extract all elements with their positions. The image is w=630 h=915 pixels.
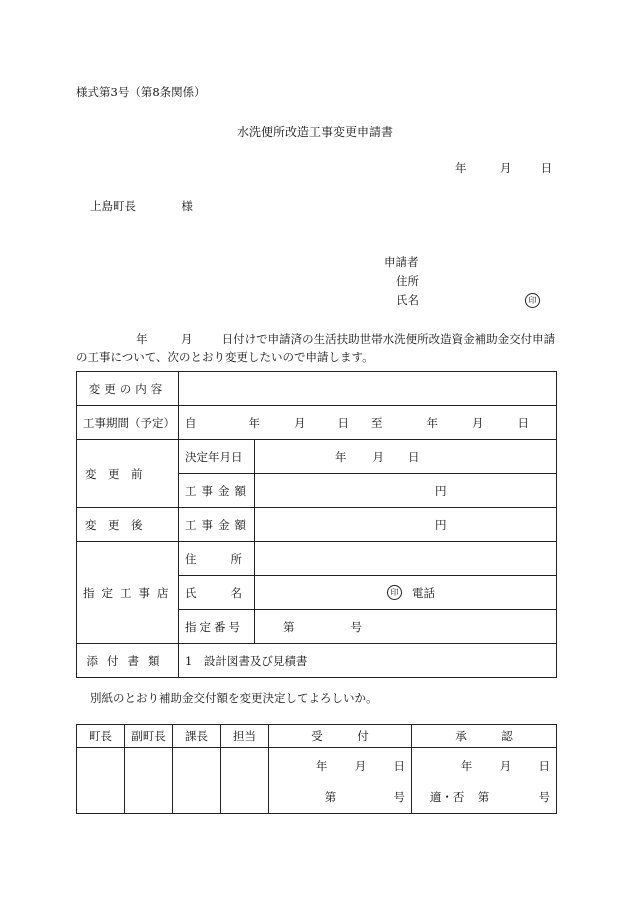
decision-year: 年 <box>335 449 347 464</box>
addressee-honorific: 様 <box>181 199 193 213</box>
reception-year: 年 <box>315 758 328 773</box>
body-line1 <box>136 331 555 347</box>
contractor-go: 号 <box>350 619 362 634</box>
contractor-number-label: 指定番号 <box>179 610 255 644</box>
page-title: 水洗便所改造工事変更申請書 <box>237 125 394 139</box>
contractor-name-value[interactable] <box>255 576 557 610</box>
before-amount-value[interactable] <box>255 474 557 508</box>
stamp-header-staff: 担当 <box>221 725 269 748</box>
body-line1-text: 日付けで申請済の生活扶助世帯水洗便所改造資金補助金交付申請 <box>221 332 556 346</box>
after-label <box>77 508 179 542</box>
reception-day: 日 <box>393 758 405 773</box>
change-table <box>76 371 557 678</box>
after-amount-label: 工事金額 <box>179 508 255 542</box>
contractor-label: 指定工事店 <box>77 542 179 644</box>
seal-icon: 印 <box>525 293 540 308</box>
applicant-name: 氏名 <box>396 293 419 307</box>
stamp-header-mayor: 町長 <box>77 725 125 748</box>
decision-month: 月 <box>372 449 384 464</box>
stamp-box-chief[interactable] <box>173 748 221 814</box>
approval-dai: 第 <box>477 789 490 804</box>
contractor-number-value[interactable] <box>255 610 557 644</box>
stamp-header-deputy: 副町長 <box>125 725 173 748</box>
decision-day: 日 <box>408 449 420 464</box>
applicant-address: 住所 <box>396 274 419 288</box>
period-to-year: 年 <box>426 415 438 430</box>
stamp-box-staff[interactable] <box>221 748 269 814</box>
approval-day: 日 <box>538 758 550 773</box>
period-value[interactable] <box>179 406 557 440</box>
approval-text: 別紙のとおり補助金交付額を変更決定してよろしいか。 <box>90 691 378 705</box>
form-number: 様式第3号（第8条関係） <box>76 85 206 99</box>
stamp-box-deputy[interactable] <box>125 748 173 814</box>
period-to: 至 <box>371 415 383 430</box>
contractor-seal-icon: 印 <box>387 585 402 600</box>
stamp-box-mayor[interactable] <box>77 748 125 814</box>
approval-year: 年 <box>460 758 473 773</box>
stamp-table <box>76 724 557 814</box>
addressee-name: 上島町長 <box>90 199 136 213</box>
reception-box[interactable] <box>269 748 412 814</box>
attachments-value[interactable]: 1 設計図書及び見積書 <box>179 644 557 678</box>
date-line <box>455 160 552 176</box>
contractor-name-label: 氏名 <box>179 576 255 610</box>
period-to-day: 日 <box>517 415 529 430</box>
after-amount-value[interactable] <box>255 508 557 542</box>
date-day: 日 <box>540 161 553 175</box>
approval-go: 号 <box>538 789 550 804</box>
date-year: 年 <box>455 161 467 175</box>
decision-date-value[interactable] <box>255 440 557 474</box>
period-from-day: 日 <box>337 415 349 430</box>
body-line2: の工事について、次のとおり変更したいので申請します。 <box>76 350 374 364</box>
applicant-label: 申請者 <box>384 255 419 269</box>
after-label-text: 変 更 後 <box>85 517 143 532</box>
period-from-year: 年 <box>248 415 260 430</box>
after-yen: 円 <box>435 517 447 532</box>
approval-month: 月 <box>499 758 512 773</box>
reception-label: 受 付 <box>269 725 412 748</box>
body-month: 月 <box>180 332 193 346</box>
approval-ok-ng: 適・否 <box>429 789 465 804</box>
before-amount-label: 工事金額 <box>179 474 255 508</box>
before-label-text: 変 更 前 <box>85 466 143 481</box>
reception-dai: 第 <box>324 789 337 804</box>
addressee <box>90 198 193 214</box>
contractor-dai: 第 <box>283 619 295 634</box>
period-from: 自 <box>185 415 197 430</box>
reception-go: 号 <box>393 789 405 804</box>
period-label: 工事期間（予定） <box>77 406 179 440</box>
period-from-month: 月 <box>294 415 306 430</box>
approval-box[interactable] <box>412 748 557 814</box>
contractor-phone-label: 電話 <box>412 585 435 600</box>
change-content-label: 変更の内容 <box>77 372 179 406</box>
reception-month: 月 <box>354 758 367 773</box>
before-yen: 円 <box>435 483 447 498</box>
period-to-month: 月 <box>472 415 484 430</box>
body-year: 年 <box>136 332 148 346</box>
attachments-label: 添付書類 <box>77 644 179 678</box>
decision-date-label: 決定年月日 <box>179 440 255 474</box>
contractor-address-value[interactable] <box>255 542 557 576</box>
before-label <box>77 440 179 508</box>
approval-label: 承 認 <box>412 725 557 748</box>
stamp-header-chief: 課長 <box>173 725 221 748</box>
date-month: 月 <box>499 161 512 175</box>
contractor-address-label: 住所 <box>179 542 255 576</box>
change-content-value[interactable] <box>179 372 557 406</box>
